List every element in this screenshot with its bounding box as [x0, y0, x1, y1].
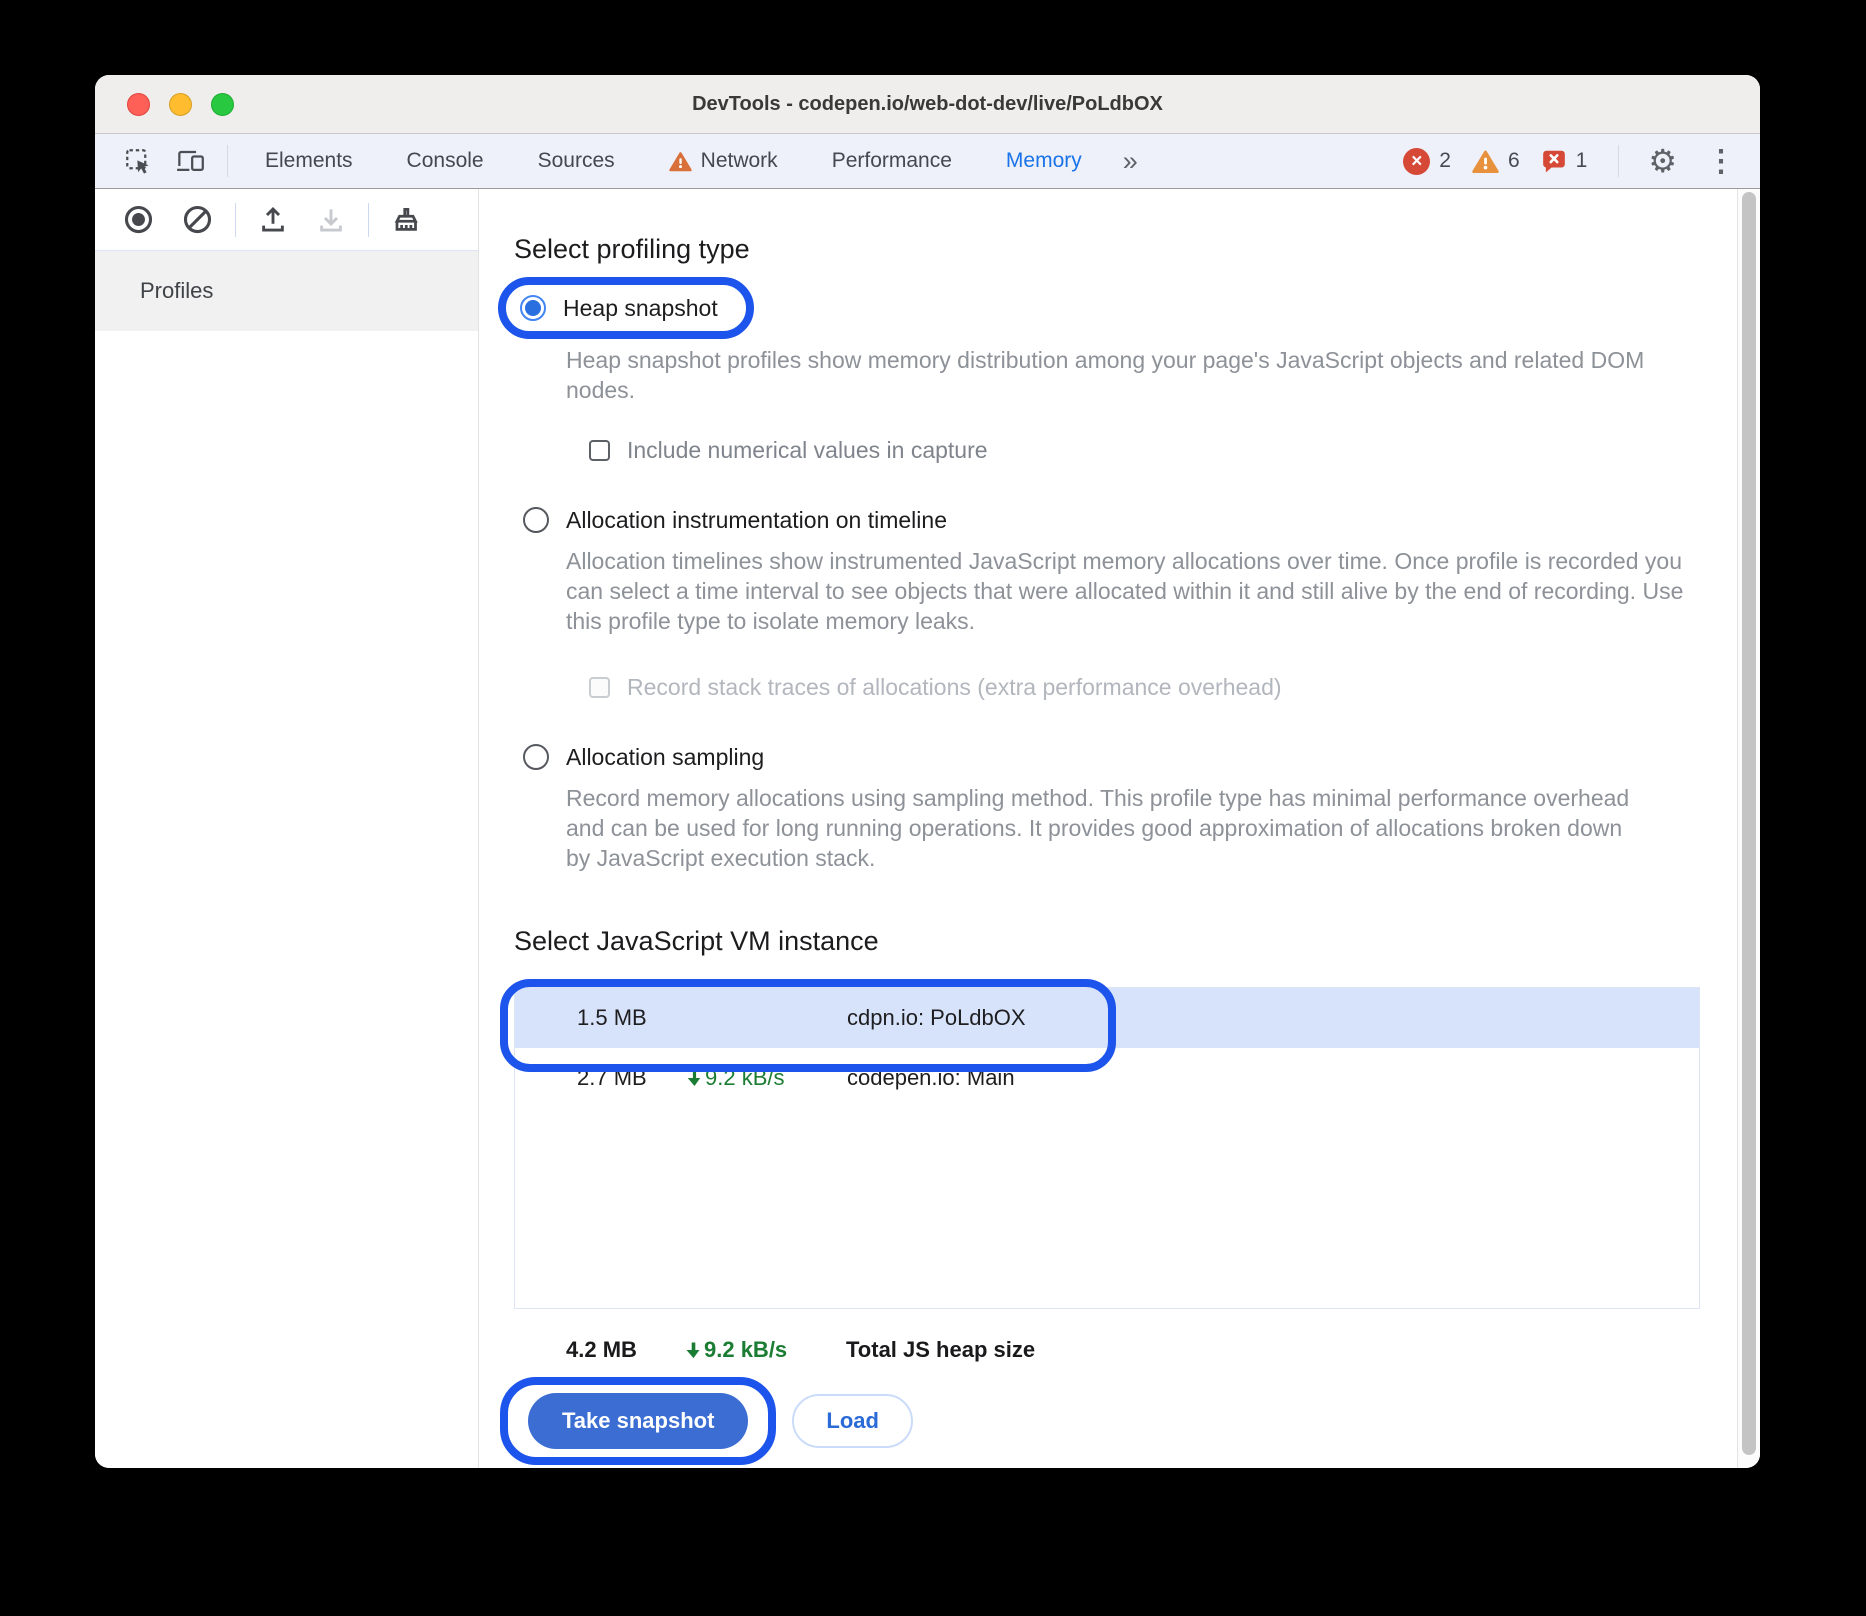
- radio-allocation-sampling[interactable]: [523, 740, 764, 774]
- warning-badge-icon: [1472, 149, 1499, 174]
- profiler-toolbar: [95, 189, 478, 251]
- record-heap-snapshot-icon[interactable]: [109, 204, 168, 235]
- memory-launch-panel: [479, 189, 1760, 1468]
- issues-count: 1: [1575, 149, 1588, 172]
- checkbox-label: Record stack traces of allocations (extra performance overhead): [627, 673, 1282, 700]
- vm-size: 1.5 MB: [577, 1005, 647, 1030]
- checkbox-icon: [589, 677, 610, 698]
- allocation-sampling-description: Record memory allocations using sampling method. This profile type has minimal performance overhead and can be used for long running operations. It provides good approximation of allocations broken down by JavaScript execution stack.: [566, 785, 1630, 871]
- heap-snapshot-description: Heap snapshot profiles show memory distribution among your page's JavaScript objects and related DOM nodes.: [566, 347, 1645, 403]
- warning-count: 6: [1507, 149, 1520, 172]
- total-heap-size-row: [514, 1337, 1760, 1363]
- total-size: 4.2 MB: [566, 1337, 637, 1362]
- network-warning-icon: [669, 151, 692, 172]
- console-status-badges[interactable]: [1403, 142, 1760, 180]
- vm-name: cdpn.io: PoLdbOX: [847, 1005, 1026, 1030]
- divider: [235, 203, 236, 237]
- radio-label: Heap snapshot: [563, 294, 718, 321]
- devtools-content: [95, 189, 1760, 1468]
- tab-elements[interactable]: [238, 134, 380, 188]
- scrollbar-thumb[interactable]: [1742, 192, 1756, 1455]
- load-profile-icon[interactable]: [244, 205, 302, 235]
- scrollbar[interactable]: [1737, 189, 1760, 1468]
- tab-label: Elements: [265, 149, 353, 172]
- tab-sources[interactable]: [511, 134, 642, 188]
- annotation-ring-heap-snapshot: [498, 277, 754, 339]
- tab-label: Console: [406, 149, 484, 172]
- checkbox-icon: [589, 440, 610, 461]
- radio-label: Allocation instrumentation on timeline: [566, 506, 947, 533]
- vm-instance-table: [514, 987, 1700, 1309]
- vm-rate: 9.2 kB/s: [687, 1065, 847, 1091]
- tab-console[interactable]: [380, 134, 511, 188]
- memory-sidebar: [95, 189, 479, 1468]
- delete-profile-icon[interactable]: [377, 205, 435, 235]
- total-label: Total JS heap size: [846, 1337, 1036, 1362]
- clear-all-profiles-icon[interactable]: [168, 204, 227, 235]
- vm-size: 2.7 MB: [577, 1065, 647, 1090]
- tab-label: Network: [700, 149, 778, 172]
- load-button[interactable]: Load: [792, 1394, 913, 1448]
- annotation-ring-take-snapshot: [500, 1377, 776, 1465]
- radio-unselected-icon: [523, 744, 549, 770]
- total-rate: 9.2 kB/s: [686, 1337, 846, 1363]
- radio-heap-snapshot[interactable]: [520, 291, 718, 325]
- save-profile-icon: [302, 205, 360, 235]
- vm-name: codepen.io: Main: [847, 1065, 1015, 1090]
- inspect-element-icon[interactable]: [113, 148, 164, 175]
- devtools-window: [95, 75, 1760, 1468]
- divider: [227, 145, 228, 177]
- vm-row-cdpn[interactable]: [515, 988, 1699, 1048]
- tab-label: Memory: [1005, 149, 1082, 172]
- devtools-tabbar: [95, 134, 1760, 189]
- allocation-timeline-description: Allocation timelines show instrumented JavaScript memory allocations over time. Once profile is recorded you can select a time interval to see objects that were allocated within it and still alive by the end of recording. Use this profile type to isolate memory leaks.: [566, 548, 1684, 634]
- more-tabs-button[interactable]: »: [1109, 146, 1150, 177]
- down-arrow-icon: [687, 1070, 702, 1087]
- vm-instance-heading: Select JavaScript VM instance: [514, 926, 879, 956]
- tab-label: Sources: [537, 149, 615, 172]
- tab-memory[interactable]: [979, 134, 1109, 188]
- tab-label: Performance: [831, 149, 952, 172]
- checkbox-include-numerical-values[interactable]: [589, 435, 1760, 465]
- checkbox-record-stack-traces: [589, 672, 1760, 702]
- divider: [368, 203, 369, 237]
- divider: [1618, 145, 1619, 177]
- radio-label: Allocation sampling: [566, 743, 765, 770]
- titlebar: [95, 75, 1760, 134]
- more-options-icon[interactable]: ⋮: [1696, 144, 1746, 179]
- radio-selected-icon: [520, 295, 546, 321]
- sidebar-profiles-header[interactable]: Profiles: [95, 251, 478, 331]
- action-buttons: [514, 1377, 1760, 1465]
- down-arrow-icon: [686, 1342, 701, 1359]
- radio-unselected-icon: [523, 507, 549, 533]
- tab-performance[interactable]: [805, 134, 979, 188]
- take-snapshot-button[interactable]: Take snapshot: [528, 1393, 748, 1449]
- issues-badge-icon: [1541, 148, 1567, 174]
- tab-network[interactable]: [642, 134, 805, 188]
- error-badge-icon: ×: [1403, 148, 1430, 175]
- window-title: DevTools - codepen.io/web-dot-dev/live/PoLdbOX: [692, 92, 1163, 115]
- settings-gear-icon[interactable]: ⚙: [1638, 142, 1687, 180]
- radio-allocation-instrumentation[interactable]: [523, 503, 947, 537]
- checkbox-label: Include numerical values in capture: [627, 436, 988, 463]
- error-count: 2: [1439, 149, 1451, 172]
- device-toolbar-icon[interactable]: [164, 148, 217, 175]
- profiling-type-heading: Select profiling type: [514, 234, 750, 264]
- vm-row-codepen[interactable]: [515, 1048, 1699, 1108]
